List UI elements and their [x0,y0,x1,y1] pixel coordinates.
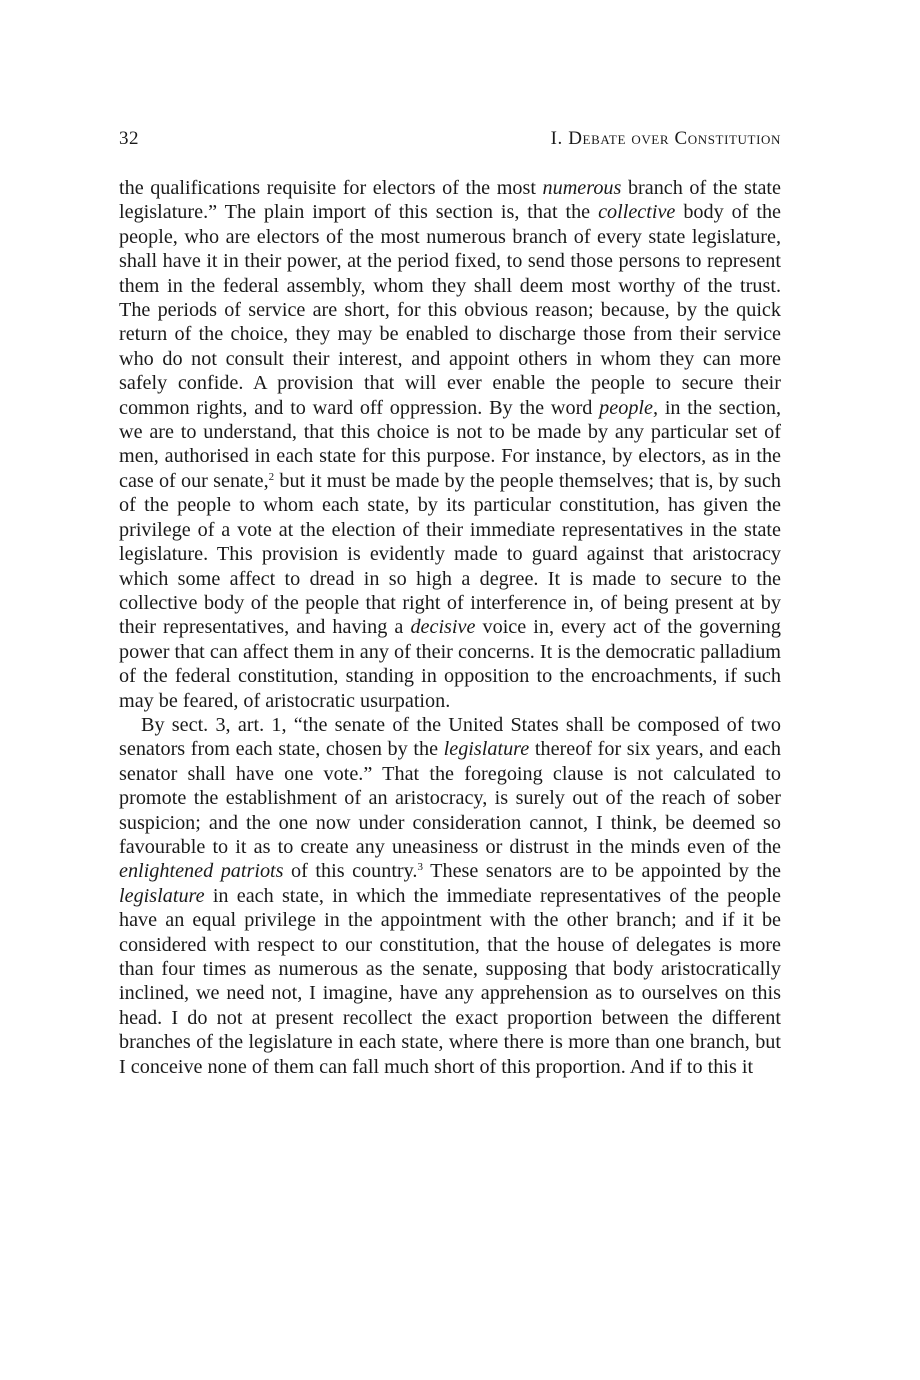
footnote-ref[interactable]: 3 [417,861,423,874]
text-run: in the section, we are to understand, that this choice is not to be made by any particular set of men, authorised in each state for this purpose. For instance, by electors, as in the case of our senate, [119,396,781,492]
page-number: 32 [119,128,139,149]
text-run: voice in, every act of the governing power that can affect them in any of their concerns. It is the democratic palladium of the federal constitution, standing in opposition to the encroachments, if such may be feared, of aristocratic usurpation. [119,616,781,712]
text-run: By sect. 3, art. 1, “the senate of the United States shall be composed of two senators from each state, chosen by the [119,713,781,761]
italic-text: enlightened patriots [119,860,284,883]
italic-text: legislature [119,884,205,907]
italic-text: people, [599,396,659,419]
italic-text: legislature [443,738,530,761]
running-head [119,128,781,158]
footnote-ref[interactable]: 2 [268,470,275,483]
text-run: the qualifications requisite for electors of the most [119,177,543,199]
book-page [119,128,781,1079]
paragraph-1 [119,176,781,713]
text-run: but it must be made by the people themselves; that is, by such of the people to whom each state, by its particular constitution, has given the privilege of a vote at the election of their immediate representatives in the state legislature. This provision is evidently made to guard against that aristocracy which some affect to dread in so high a degree. It is made to secure to the collective body of the people that right of interference in, of being present at by their representatives, and having a [119,469,781,639]
text-run: branch of the state legislature.” The plain import of this section is, that the [119,177,781,224]
text-run: in each state, in which the immediate representatives of the people have an equal privilege in the appointment with the other branch; and if it be considered with respect to our constitution, that the house of delegates is more than four times as numerous as the senate, supposing that body aristocratically inclined, we need not, I imagine, have any apprehension as to ourselves on this head. I do not at present recollect the exact proportion between the different branches of the legislature in each state, where there is more than one branch, but I conceive none of them can fall much short of this proportion. And if to this it [119,884,781,1078]
italic-text: collective [598,201,676,224]
italic-text: decisive [410,616,476,639]
text-run: thereof for six years, and each senator shall have one vote.” That the foregoing clause is not calculated to promote the establishment of an aristocracy, is surely out of the reach of sober suspicion; and the one now under consideration cannot, I think, be deemed so favourable to it as to create any uneasiness or distrust in the minds even of the [119,738,781,858]
text-run: body of the people, who are electors of the most numerous branch of every state legislature, shall have it in their power, at the period fixed, to send those persons to represent them in the federal assembly, whom they shall deem most worthy of the trust. The periods of service are short, for this obvious reason; because, by the quick return of the choice, they may be enabled to discharge those from their service who do not consult their interest, and appoint others in whom they can more safely confide. A provision that will ever enable the people to secure their common rights, and to ward off oppression. By the word [119,201,782,419]
running-title: I. Debate over Constitution [550,128,781,149]
body-text [119,176,781,1079]
text-run: These senators are to be appointed by the [422,860,781,883]
text-run: of this country. [283,860,418,883]
paragraph-2 [119,713,781,1079]
italic-text: numerous [542,177,622,199]
